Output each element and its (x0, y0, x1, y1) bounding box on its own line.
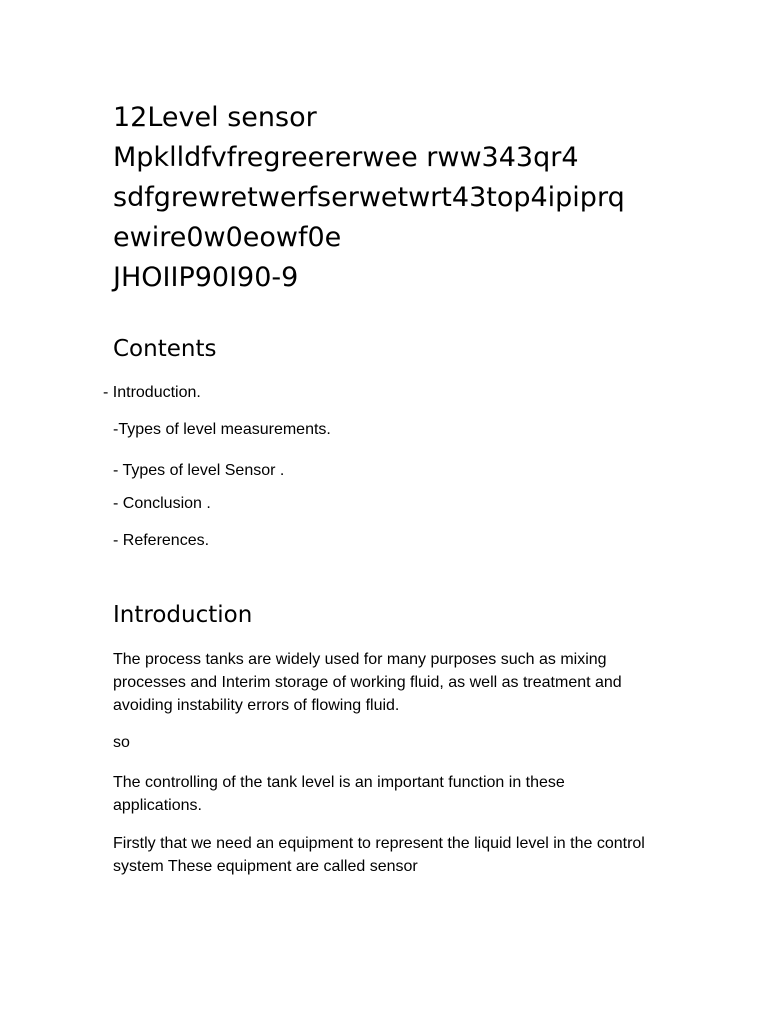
toc-item-introduction: - Introduction. (103, 384, 201, 401)
toc-item-types-of-measurements: -Types of level measurements. (113, 421, 331, 438)
toc-item-types-of-sensor: - Types of level Sensor . (113, 462, 285, 479)
toc-item-conclusion: - Conclusion . (113, 495, 211, 512)
introduction-paragraph: so (113, 734, 130, 751)
introduction-paragraph: Firstly that we need an equipment to represent the liquid level in the control system These equipment are called sensor (113, 835, 645, 875)
title-line: sdfgrewretwerfserwetwrt43top4ipiprq (113, 182, 625, 213)
introduction-paragraph: The process tanks are widely used for many purposes such as mixing processes and Interim storage of working fluid, as well as treatment and avoiding instability errors of flowing fluid. (113, 651, 622, 714)
title-line: ewire0w0eowf0e (113, 222, 342, 253)
introduction-heading: Introduction (113, 602, 253, 628)
document-title (113, 98, 753, 298)
title-line: JHOIIP90I90-9 (113, 262, 299, 293)
introduction-paragraph: The controlling of the tank level is an important function in these applications. (113, 774, 565, 814)
title-line: Mpklldfvfregreererwee rww343qr4 (113, 142, 579, 173)
title-line: 12Level sensor (113, 102, 317, 133)
contents-heading: Contents (113, 336, 217, 362)
toc-item-references: - References. (113, 532, 210, 549)
